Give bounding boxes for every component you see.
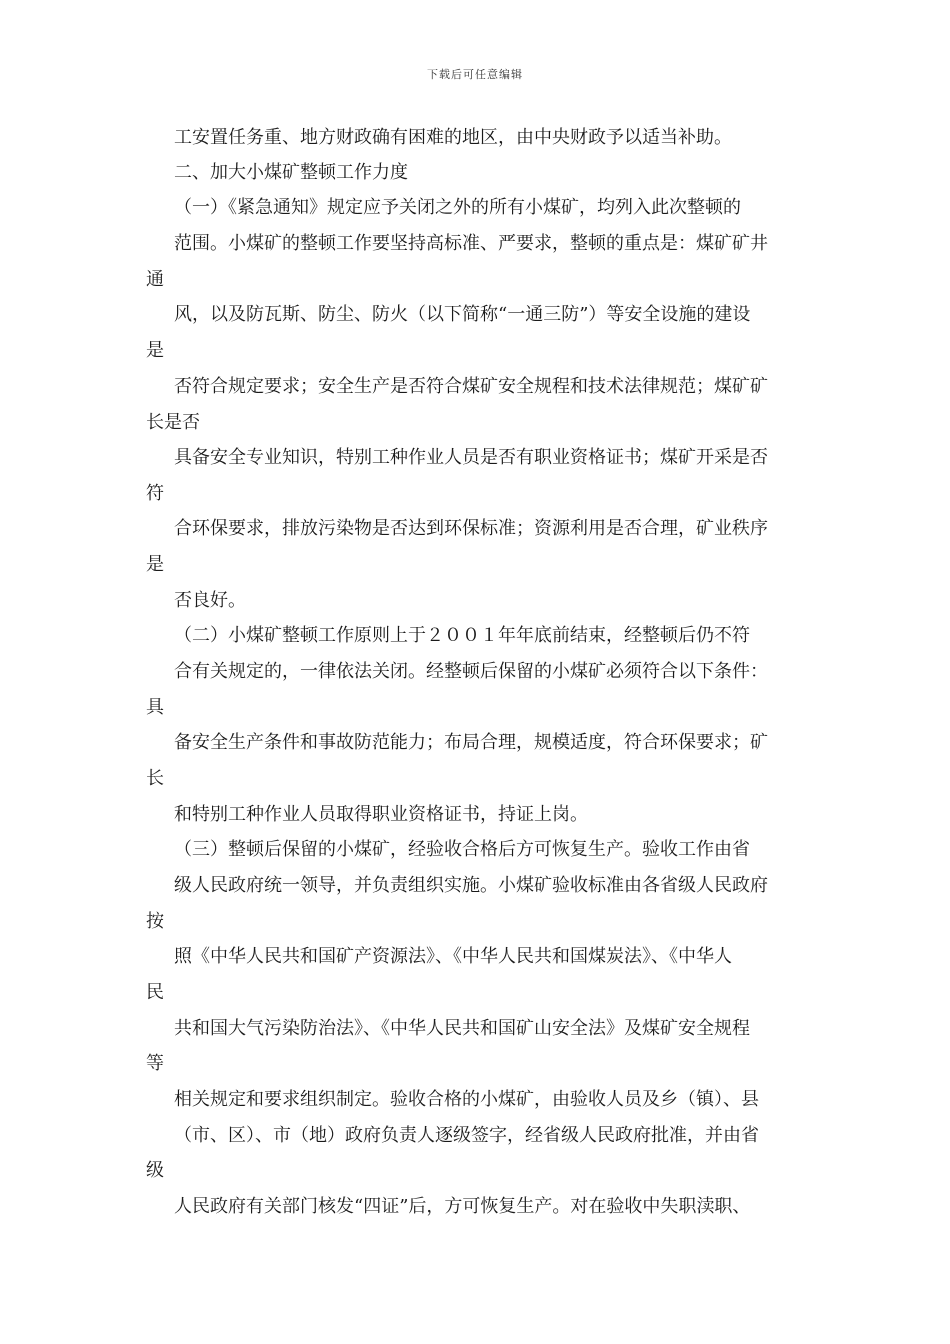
text-line: 否良好。 xyxy=(174,590,246,611)
text-line: 长 xyxy=(146,768,164,789)
text-line: 符 xyxy=(146,483,164,504)
text-line: 通 xyxy=(146,269,164,290)
text-line: 人民政府有关部门核发“四证”后，方可恢复生产。对在验收中失职渎职、 xyxy=(174,1196,751,1217)
text-line: 长是否 xyxy=(146,412,200,433)
text-line: 工安置任务重、地方财政确有困难的地区，由中央财政予以适当补助。 xyxy=(174,127,732,148)
text-line: 级人民政府统一领导，并负责组织实施。小煤矿验收标准由各省级人民政府 xyxy=(174,875,768,896)
text-line: 是 xyxy=(146,340,164,361)
text-line: 是 xyxy=(146,554,164,575)
text-line: 和特别工种作业人员取得职业资格证书，持证上岗。 xyxy=(174,804,588,825)
section-heading: 二、加大小煤矿整顿工作力度 xyxy=(174,162,408,183)
text-line: 民 xyxy=(146,982,164,1003)
text-line: 具 xyxy=(146,697,164,718)
text-line: 备安全生产条件和事故防范能力；布局合理，规模适度，符合环保要求；矿 xyxy=(174,732,768,753)
text-line: （二）小煤矿整顿工作原则上于２００１年年底前结束，经整顿后仍不符 xyxy=(174,625,750,646)
text-line: （三）整顿后保留的小煤矿，经验收合格后方可恢复生产。验收工作由省 xyxy=(174,839,750,860)
text-line: 共和国大气污染防治法》、《中华人民共和国矿山安全法》及煤矿安全规程 xyxy=(174,1018,750,1039)
text-line: 级 xyxy=(146,1160,164,1181)
text-line: 相关规定和要求组织制定。验收合格的小煤矿，由验收人员及乡（镇）、县 xyxy=(174,1089,759,1110)
text-line: 风，以及防瓦斯、防尘、防火（以下简称“一通三防”）等安全设施的建设 xyxy=(174,304,751,325)
page-header: 下载后可任意编辑 xyxy=(427,68,523,81)
text-line: （市、区）、市（地）政府负责人逐级签字，经省级人民政府批准，并由省 xyxy=(174,1125,759,1146)
text-line: 否符合规定要求；安全生产是否符合煤矿安全规程和技术法律规范；煤矿矿 xyxy=(174,376,768,397)
text-line: 范围。小煤矿的整顿工作要坚持高标准、严要求，整顿的重点是：煤矿矿井 xyxy=(174,233,768,254)
text-line: 照《中华人民共和国矿产资源法》、《中华人民共和国煤炭法》、《中华人 xyxy=(174,946,732,967)
text-line: 等 xyxy=(146,1053,164,1074)
text-line: 合有关规定的，一律依法关闭。经整顿后保留的小煤矿必须符合以下条件： xyxy=(174,661,768,682)
text-line: （一）《紧急通知》规定应予关闭之外的所有小煤矿，均列入此次整顿的 xyxy=(174,197,741,218)
text-line: 合环保要求，排放污染物是否达到环保标准；资源利用是否合理，矿业秩序 xyxy=(174,518,768,539)
text-line: 具备安全专业知识，特别工种作业人员是否有职业资格证书；煤矿开采是否 xyxy=(174,447,768,468)
text-line: 按 xyxy=(146,911,164,932)
